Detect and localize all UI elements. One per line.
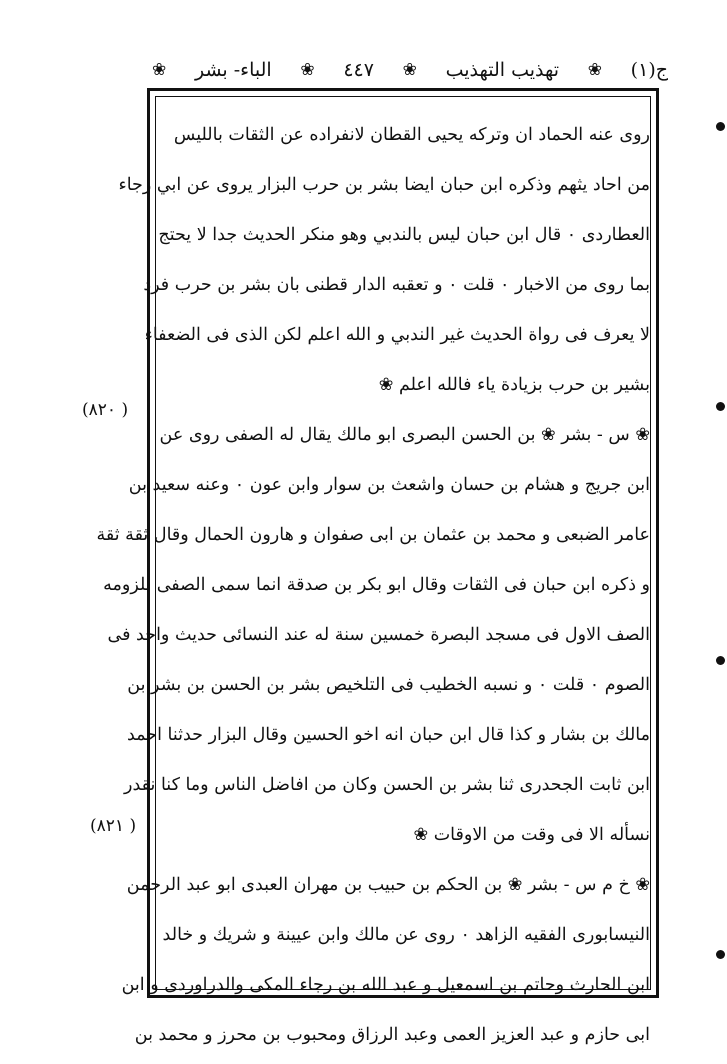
text-line: ابى حازم و عبد العزيز العمى وعبد الرزاق ومحبوب بن محرز و محمد بن (134, 1025, 650, 1045)
text-line: بشير بن حرب بزيادة ياء فالله اعلم ❀ (378, 375, 650, 395)
book-title: تهذيب التهذيب (445, 59, 560, 81)
text-line: عامر الضبعى و محمد بن عثمان بن ابى صفوان و هارون الحمال وقال ثقة ثقة (96, 525, 650, 545)
page-number: ٤٤٧ (343, 59, 374, 81)
entry-heading-line: ❀ خ م س - بشر ❀ بن الحكم بن حبيب بن مهران العبدى ابو عبد الرحمن (126, 875, 650, 895)
text-line: ابن ثابت الجحدرى ثنا بشر بن الحسن وكان من افاضل الناس وما كنا نقدر (124, 775, 650, 795)
chapter-label: الباء- بشر (194, 59, 272, 81)
text-line: بما روى من الاخبار ٠ قلت ٠ و تعقبه الدار قطنى بان بشر بن حرب فرد (143, 275, 650, 295)
text-line: الصف الاول فى مسجد البصرة خمسين سنة له عند النسائى حديث واحد فى (107, 625, 650, 645)
ornament-icon: ❀ (300, 60, 315, 80)
edge-mark (716, 656, 725, 665)
text-line: لا يعرف فى رواة الحديث غير الندبي و الله اعلم لكن الذى فى الضعفاء (144, 325, 650, 345)
text-line: مالك بن بشار و كذا قال ابن حبان انه اخو الحسين وقال البزار حدثنا احمد (126, 725, 650, 745)
text-line: و ذكره ابن حبان فى الثقات وقال ابو بكر بن صدقة انما سمى الصفى للزومه (103, 575, 650, 595)
text-line: نسأله الا فى وقت من الاوقات ❀ (413, 825, 650, 845)
ornament-icon: ❀ (587, 60, 602, 80)
text-line: الصوم ٠ قلت ٠ و نسبه الخطيب فى التلخيص بشر بن الحسن بن بشر بن (127, 675, 650, 695)
ornament-icon: ❀ (152, 60, 167, 80)
entry-number: ( ٨٢٠) (82, 400, 129, 420)
text-line: ابن جريج و هشام بن حسان واشعث بن سوار وابن عون ٠ وعنه سعيد بن (128, 475, 650, 495)
ornament-icon: ❀ (402, 60, 417, 80)
edge-mark (716, 122, 725, 131)
text-line: العطاردى ٠ قال ابن حبان ليس بالندبي وهو منكر الحديث جدا لا يحتج (158, 225, 650, 245)
text-line: روى عنه الحماد ان وتركه يحيى القطان لانفراده عن الثقات بالليس (173, 125, 650, 145)
text-line: ابن الحارث وحاتم بن اسمعيل و عبد الله بن رجاء المكى والدراوردى و ابن (121, 975, 650, 995)
entry-heading-line: ❀ س - بشر ❀ بن الحسن البصرى ابو مالك يقال له الصفى روى عن (159, 425, 650, 445)
volume-label: ج(١) (630, 59, 668, 81)
edge-mark (716, 950, 725, 959)
running-header (150, 52, 668, 88)
entry-number: ( ٨٢١) (90, 816, 137, 836)
text-line: من احاد يثهم وذكره ابن حبان ايضا بشر بن حرب البزار يروى عن ابي رجاء (118, 175, 650, 195)
edge-mark (716, 402, 725, 411)
text-line: النيسابورى الفقيه الزاهد ٠ روى عن مالك وابن عيينة و شريك و خالد (162, 925, 650, 945)
